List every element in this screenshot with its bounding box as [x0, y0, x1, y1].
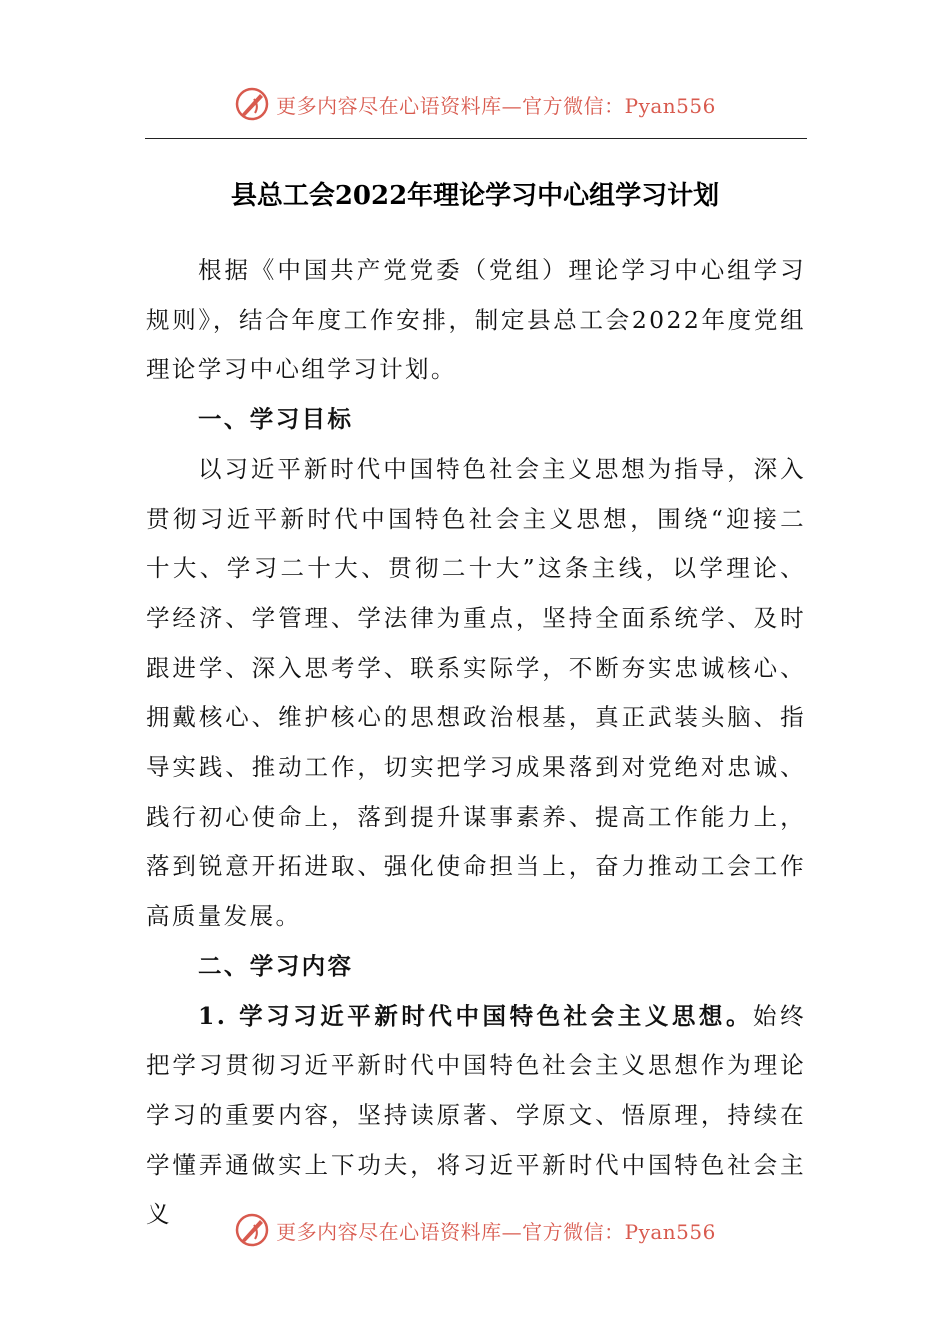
content-item-1-lead: 1. 学习习近平新时代中国特色社会主义思想。	[198, 1001, 754, 1030]
section-heading-content: 二、学习内容	[198, 951, 354, 980]
quill-pen-seal-icon	[234, 86, 270, 122]
watermark-text: 更多内容尽在心语资料库—官方微信：Pyan556	[276, 1219, 716, 1244]
watermark-banner-bottom	[0, 1210, 950, 1250]
quill-pen-seal-icon	[234, 1212, 270, 1248]
content-item-1-text: 始终把学习贯彻习近平新时代中国特色社会主义思想作为理论学习的重要内容，坚持读原著、学原文、悟原理，持续在学懂弄通做实上下功夫，将习近平新时代中国特色社会主义	[146, 1001, 806, 1229]
intro-paragraph: 根据《中国共产党党委（党组）理论学习中心组学习规则》，结合年度工作安排，制定县总工会2022年度党组理论学习中心组学习计划。	[146, 256, 806, 384]
goals-paragraph: 以习近平新时代中国特色社会主义思想为指导，深入贯彻习近平新时代中国特色社会主义思想，围绕“迎接二十大、学习二十大、贯彻二十大”这条主线，以学理论、学经济、学管理、学法律为重点，坚持全面系统学、及时跟进学、深入思考学、联系实际学，不断夯实忠诚核心、拥戴核心、维护核心的思想政治根基，真正武装头脑、指导实践、推动工作，切实把学习成果落到对党绝对忠诚、践行初心使命上，落到提升谋事素养、提高工作能力上，落到锐意开拓进取、强化使命担当上，奋力推动工会工作高质量发展。	[146, 454, 806, 931]
header-divider	[145, 138, 807, 139]
content-item-1-paragraph	[146, 992, 806, 1241]
document-title: 县总工会2022年理论学习中心组学习计划	[230, 181, 720, 211]
section-heading-goals: 一、学习目标	[198, 405, 354, 434]
watermark-text: 更多内容尽在心语资料库—官方微信：Pyan556	[276, 93, 716, 118]
document-body	[146, 246, 806, 1240]
watermark-banner-top	[0, 84, 950, 124]
